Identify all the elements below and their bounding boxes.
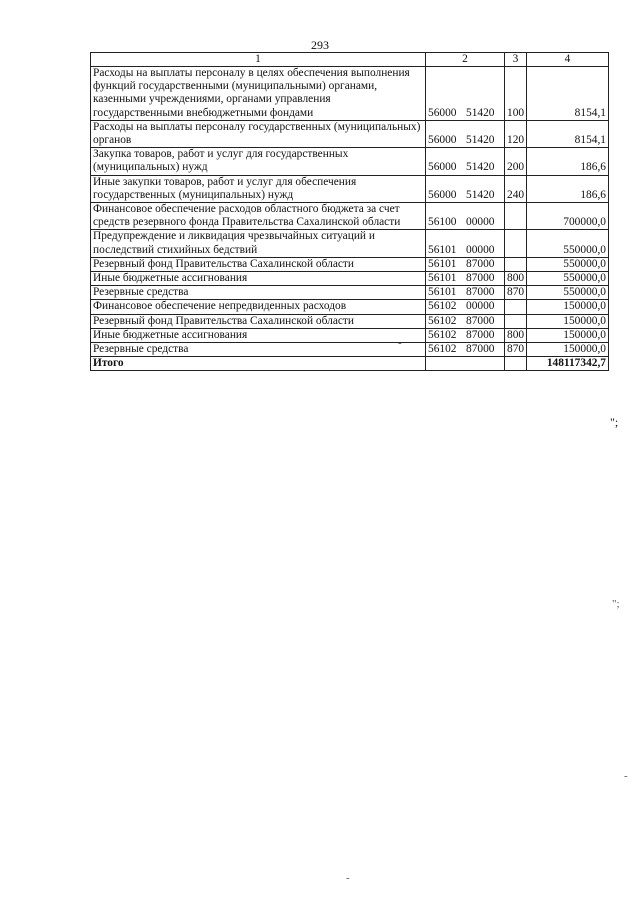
total-kvr-cell [505,357,527,371]
row-sum: 550000,0 [527,286,609,300]
row-code-direction: 87000 [466,314,495,327]
scan-mark: - [398,337,402,349]
row-name: Расходы на выплаты персоналу в целях обеспечения выполнения функций государственными (муниципальными) органами, казенными учреждениями, органами управления государственными внебюджетными фондами [91,67,426,121]
table-row [91,343,609,357]
row-name: Финансовое обеспечение непредвиденных расходов [91,300,426,314]
row-code-direction: 51420 [466,134,495,147]
row-code-program: 56102 [428,343,457,356]
column-header-2: 2 [426,53,505,67]
row-name: Резервный фонд Правительства Сахалинской области [91,314,426,328]
row-code-direction: 87000 [466,272,495,285]
closing-quote-mark: "; [610,415,619,429]
row-code [426,314,505,328]
row-code [426,343,505,357]
row-expense-type: 870 [505,286,527,300]
row-sum: 550000,0 [527,272,609,286]
row-sum: 150000,0 [527,343,609,357]
row-name: Закупка товаров, работ и услуг для государственных (муниципальных) нужд [91,148,426,175]
row-code-program: 56101 [428,286,457,299]
row-name: Иные бюджетные ассигнования [91,272,426,286]
row-code-program: 56101 [428,272,457,285]
row-code-direction: 87000 [466,343,495,356]
row-code [426,257,505,271]
row-code-direction: 00000 [466,216,495,229]
row-sum: 186,6 [527,175,609,202]
table-row [91,148,609,175]
row-sum: 550000,0 [527,230,609,257]
row-code [426,300,505,314]
header-row [91,53,609,67]
column-header-1: 1 [91,53,426,67]
table-row [91,120,609,147]
row-expense-type: 240 [505,175,527,202]
row-code-program: 56102 [428,300,457,313]
row-name: Предупреждение и ликвидация чрезвычайных ситуаций и последствий стихийных бедствий [91,230,426,257]
row-code-program: 56102 [428,314,457,327]
table-row [91,314,609,328]
row-code-program: 56101 [428,257,457,270]
row-expense-type: 800 [505,328,527,342]
row-name: Иные бюджетные ассигнования [91,328,426,342]
total-code-cell [426,357,505,371]
row-code-program: 56000 [428,161,457,174]
row-code-program: 56000 [428,134,457,147]
row-code-program: 56102 [428,328,457,341]
total-label: Итого [91,357,426,371]
row-code-direction: 87000 [466,286,495,299]
row-expense-type: 870 [505,343,527,357]
row-sum: 8154,1 [527,120,609,147]
row-code [426,67,505,121]
row-code [426,328,505,342]
table-body [91,67,609,357]
row-expense-type: 800 [505,272,527,286]
row-code-direction: 00000 [466,300,495,313]
row-sum: 150000,0 [527,328,609,342]
row-sum: 186,6 [527,148,609,175]
row-code-program: 56000 [428,106,457,119]
scan-mark: - [624,770,628,782]
row-code-program: 56100 [428,216,457,229]
table-row [91,67,609,121]
row-name: Иные закупки товаров, работ и услуг для обеспечения государственных (муниципальных) нужд [91,175,426,202]
row-code-direction: 87000 [466,328,495,341]
table-row [91,328,609,342]
row-code-direction: 51420 [466,188,495,201]
column-header-3: 3 [505,53,527,67]
row-code-direction: 00000 [466,243,495,256]
row-code [426,272,505,286]
row-code-direction: 51420 [466,106,495,119]
row-name: Расходы на выплаты персоналу государственных (муниципальных) органов [91,120,426,147]
row-name: Резервный фонд Правительства Сахалинской области [91,257,426,271]
row-code-direction: 87000 [466,257,495,270]
column-header-4: 4 [527,53,609,67]
total-row [91,357,609,371]
row-sum: 550000,0 [527,257,609,271]
table-row [91,286,609,300]
row-expense-type: 100 [505,67,527,121]
total-sum: 148117342,7 [527,357,609,371]
table-row [91,203,609,230]
budget-table [90,52,609,371]
row-code [426,203,505,230]
row-code-direction: 51420 [466,161,495,174]
scan-mark: - [346,872,350,884]
row-sum: 8154,1 [527,67,609,121]
row-sum: 150000,0 [527,300,609,314]
row-expense-type [505,203,527,230]
row-expense-type [505,300,527,314]
page-number: 293 [311,38,329,52]
row-code [426,148,505,175]
table-row [91,230,609,257]
table-row [91,300,609,314]
row-expense-type [505,314,527,328]
row-name: Резервные средства [91,286,426,300]
row-code-program: 56101 [428,243,457,256]
row-code [426,286,505,300]
scan-mark: "; [612,598,620,610]
row-expense-type [505,230,527,257]
row-code [426,230,505,257]
table-header [91,53,609,67]
table-row [91,272,609,286]
row-sum: 150000,0 [527,314,609,328]
row-name: Финансовое обеспечение расходов областного бюджета за счет средств резервного фонда Правительства Сахалинской области [91,203,426,230]
row-expense-type [505,257,527,271]
row-expense-type: 200 [505,148,527,175]
row-code [426,175,505,202]
table-row [91,175,609,202]
row-code [426,120,505,147]
table-row [91,257,609,271]
row-sum: 700000,0 [527,203,609,230]
row-expense-type: 120 [505,120,527,147]
row-name: Резервные средства [91,343,426,357]
row-code-program: 56000 [428,188,457,201]
